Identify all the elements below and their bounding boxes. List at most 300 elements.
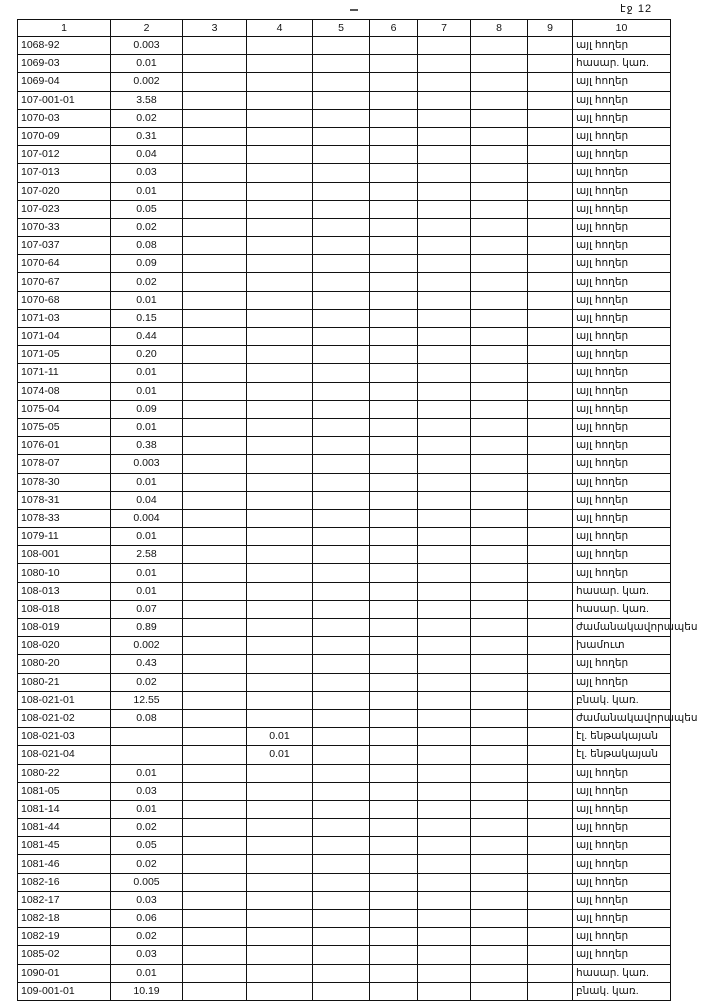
column-7-cell: [418, 291, 471, 309]
table-row: [18, 964, 671, 982]
column-3-cell: [183, 782, 247, 800]
column-6-cell: [370, 928, 418, 946]
parcel-code-cell: 107-001-01: [18, 91, 111, 109]
column-9-cell: [528, 455, 573, 473]
table-row: [18, 709, 671, 727]
column-7-cell: [418, 382, 471, 400]
column-7-cell: [418, 127, 471, 145]
column-6-cell: [370, 55, 418, 73]
column-7-cell: [418, 55, 471, 73]
table-row: [18, 600, 671, 618]
column-4-cell: [247, 655, 313, 673]
column-6-cell: [370, 728, 418, 746]
column-4-cell: [247, 364, 313, 382]
area-cell: 0.04: [111, 491, 183, 509]
column-9-cell: [528, 364, 573, 382]
column-6-cell: [370, 109, 418, 127]
column-9-cell: [528, 473, 573, 491]
table-row: [18, 91, 671, 109]
column-7-cell: [418, 509, 471, 527]
table-row: [18, 982, 671, 1000]
land-type-cell: այլ հողեր: [573, 73, 671, 91]
column-4-cell: [247, 637, 313, 655]
column-header-4: 4: [247, 20, 313, 37]
land-register-table: [17, 19, 698, 1001]
column-6-cell: [370, 309, 418, 327]
column-9-cell: [528, 709, 573, 727]
column-4-cell: [247, 546, 313, 564]
column-7-cell: [418, 946, 471, 964]
area-cell: 0.01: [111, 55, 183, 73]
column-6-cell: [370, 964, 418, 982]
column-6-cell: [370, 637, 418, 655]
column-7-cell: [418, 600, 471, 618]
area-cell: 2.58: [111, 546, 183, 564]
column-3-cell: [183, 400, 247, 418]
column-8-cell: [471, 564, 528, 582]
land-type-cell: այլ հողեր: [573, 200, 671, 218]
area-cell: 0.38: [111, 437, 183, 455]
column-8-cell: [471, 655, 528, 673]
column-4-cell: [247, 491, 313, 509]
column-3-cell: [183, 855, 247, 873]
column-7-cell: [418, 619, 471, 637]
column-3-cell: [183, 509, 247, 527]
table-row: [18, 764, 671, 782]
land-type-cell: այլ հողեր: [573, 782, 671, 800]
parcel-code-cell: 1082-16: [18, 873, 111, 891]
area-cell: 0.02: [111, 673, 183, 691]
table-row: [18, 146, 671, 164]
column-4-cell: [247, 400, 313, 418]
column-5-cell: [313, 55, 370, 73]
land-type-cell: այլ հողեր: [573, 455, 671, 473]
column-5-cell: [313, 782, 370, 800]
table-row: [18, 946, 671, 964]
column-8-cell: [471, 855, 528, 873]
table-row: [18, 782, 671, 800]
column-3-cell: [183, 73, 247, 91]
column-7-cell: [418, 400, 471, 418]
column-6-cell: [370, 782, 418, 800]
column-8-cell: [471, 218, 528, 236]
area-cell: 0.01: [111, 582, 183, 600]
column-7-cell: [418, 182, 471, 200]
column-3-cell: [183, 637, 247, 655]
land-type-cell: այլ հողեր: [573, 946, 671, 964]
column-9-cell: [528, 37, 573, 55]
table-row: [18, 891, 671, 909]
column-header-6: 6: [370, 20, 418, 37]
column-3-cell: [183, 528, 247, 546]
column-9-cell: [528, 546, 573, 564]
parcel-code-cell: 108-013: [18, 582, 111, 600]
parcel-code-cell: 1070-68: [18, 291, 111, 309]
column-6-cell: [370, 655, 418, 673]
column-3-cell: [183, 600, 247, 618]
column-8-cell: [471, 964, 528, 982]
column-4-cell: [247, 764, 313, 782]
column-9-cell: [528, 273, 573, 291]
area-cell: 0.08: [111, 237, 183, 255]
column-5-cell: [313, 709, 370, 727]
column-6-cell: [370, 619, 418, 637]
land-type-cell: էլ. ենթակայան: [573, 728, 671, 746]
area-cell: 0.002: [111, 73, 183, 91]
area-cell: 0.01: [111, 564, 183, 582]
column-5-cell: [313, 564, 370, 582]
parcel-code-cell: 1079-11: [18, 528, 111, 546]
column-9-cell: [528, 109, 573, 127]
column-9-cell: [528, 91, 573, 109]
column-6-cell: [370, 764, 418, 782]
column-8-cell: [471, 673, 528, 691]
column-5-cell: [313, 291, 370, 309]
column-5-cell: [313, 255, 370, 273]
column-3-cell: [183, 273, 247, 291]
column-5-cell: [313, 37, 370, 55]
parcel-code-cell: 1070-03: [18, 109, 111, 127]
column-8-cell: [471, 910, 528, 928]
column-8-cell: [471, 37, 528, 55]
column-header-8: 8: [471, 20, 528, 37]
column-7-cell: [418, 309, 471, 327]
column-4-cell: [247, 928, 313, 946]
column-5-cell: [313, 873, 370, 891]
column-5-cell: [313, 509, 370, 527]
area-cell: [111, 728, 183, 746]
column-6-cell: [370, 546, 418, 564]
column-9-cell: [528, 819, 573, 837]
parcel-code-cell: 1070-67: [18, 273, 111, 291]
column-5-cell: [313, 382, 370, 400]
column-6-cell: [370, 382, 418, 400]
table-row: [18, 164, 671, 182]
column-7-cell: [418, 564, 471, 582]
table-row: [18, 637, 671, 655]
table-row: [18, 691, 671, 709]
column-4-cell: [247, 982, 313, 1000]
column-8-cell: [471, 182, 528, 200]
column-4-cell: [247, 182, 313, 200]
column-8-cell: [471, 364, 528, 382]
column-3-cell: [183, 946, 247, 964]
column-5-cell: [313, 819, 370, 837]
column-5-cell: [313, 164, 370, 182]
column-3-cell: [183, 37, 247, 55]
column-3-cell: [183, 55, 247, 73]
column-6-cell: [370, 819, 418, 837]
column-5-cell: [313, 200, 370, 218]
column-header-10: 10: [573, 20, 671, 37]
column-9-cell: [528, 127, 573, 145]
table-row: [18, 73, 671, 91]
column-4-cell: [247, 782, 313, 800]
column-5-cell: [313, 218, 370, 236]
column-5-cell: [313, 982, 370, 1000]
parcel-code-cell: 1071-05: [18, 346, 111, 364]
column-8-cell: [471, 819, 528, 837]
table-row: [18, 182, 671, 200]
column-9-cell: [528, 346, 573, 364]
column-4-cell: [247, 528, 313, 546]
area-cell: 0.02: [111, 819, 183, 837]
column-7-cell: [418, 673, 471, 691]
table-row: [18, 200, 671, 218]
column-3-cell: [183, 218, 247, 236]
column-4-cell: [247, 328, 313, 346]
column-8-cell: [471, 691, 528, 709]
column-5-cell: [313, 655, 370, 673]
column-9-cell: [528, 600, 573, 618]
column-4-cell: 0.01: [247, 746, 313, 764]
column-4-cell: [247, 200, 313, 218]
land-type-cell: հասար. կառ.: [573, 582, 671, 600]
parcel-code-cell: 1081-45: [18, 837, 111, 855]
column-9-cell: [528, 800, 573, 818]
column-8-cell: [471, 418, 528, 436]
land-type-cell: էլ. ենթակայան: [573, 746, 671, 764]
column-6-cell: [370, 127, 418, 145]
column-3-cell: [183, 418, 247, 436]
column-8-cell: [471, 946, 528, 964]
area-cell: 0.09: [111, 400, 183, 418]
column-9-cell: [528, 73, 573, 91]
table-row: [18, 819, 671, 837]
column-4-cell: [247, 891, 313, 909]
column-8-cell: [471, 982, 528, 1000]
land-type-cell: այլ հողեր: [573, 273, 671, 291]
land-type-cell: այլ հողեր: [573, 309, 671, 327]
column-8-cell: [471, 309, 528, 327]
land-type-cell: այլ հողեր: [573, 764, 671, 782]
table-row: [18, 673, 671, 691]
column-8-cell: [471, 400, 528, 418]
table-row: [18, 418, 671, 436]
area-cell: 0.002: [111, 637, 183, 655]
column-8-cell: [471, 546, 528, 564]
area-cell: 0.07: [111, 600, 183, 618]
column-8-cell: [471, 437, 528, 455]
area-cell: 0.01: [111, 800, 183, 818]
parcel-code-cell: 109-001-01: [18, 982, 111, 1000]
column-6-cell: [370, 237, 418, 255]
column-3-cell: [183, 491, 247, 509]
column-3-cell: [183, 182, 247, 200]
table-row: [18, 37, 671, 55]
column-9-cell: [528, 291, 573, 309]
column-4-cell: [247, 509, 313, 527]
column-3-cell: [183, 364, 247, 382]
column-5-cell: [313, 346, 370, 364]
column-7-cell: [418, 782, 471, 800]
land-type-cell: այլ հողեր: [573, 855, 671, 873]
parcel-code-cell: 1070-64: [18, 255, 111, 273]
area-cell: 0.43: [111, 655, 183, 673]
column-5-cell: [313, 455, 370, 473]
column-3-cell: [183, 473, 247, 491]
column-4-cell: [247, 800, 313, 818]
parcel-code-cell: 107-012: [18, 146, 111, 164]
column-4-cell: [247, 473, 313, 491]
column-9-cell: [528, 182, 573, 200]
area-cell: 0.44: [111, 328, 183, 346]
area-cell: 0.01: [111, 473, 183, 491]
column-9-cell: [528, 309, 573, 327]
scan-mark: [350, 9, 358, 11]
parcel-code-cell: 1076-01: [18, 437, 111, 455]
column-5-cell: [313, 691, 370, 709]
column-9-cell: [528, 509, 573, 527]
land-type-cell: այլ հողեր: [573, 473, 671, 491]
column-8-cell: [471, 55, 528, 73]
table-row: [18, 582, 671, 600]
column-3-cell: [183, 964, 247, 982]
column-6-cell: [370, 418, 418, 436]
area-cell: 0.31: [111, 127, 183, 145]
column-5-cell: [313, 273, 370, 291]
table-row: [18, 400, 671, 418]
header-row: [18, 20, 671, 37]
column-9-cell: [528, 964, 573, 982]
column-9-cell: [528, 619, 573, 637]
parcel-code-cell: 1082-18: [18, 910, 111, 928]
column-3-cell: [183, 655, 247, 673]
column-6-cell: [370, 982, 418, 1000]
column-6-cell: [370, 473, 418, 491]
parcel-code-cell: 108-020: [18, 637, 111, 655]
column-header-7: 7: [418, 20, 471, 37]
column-5-cell: [313, 910, 370, 928]
column-5-cell: [313, 364, 370, 382]
column-5-cell: [313, 528, 370, 546]
column-4-cell: [247, 273, 313, 291]
area-cell: 0.05: [111, 837, 183, 855]
land-type-cell: այլ հողեր: [573, 655, 671, 673]
column-header-2: 2: [111, 20, 183, 37]
land-type-cell: բնակ. կառ.: [573, 982, 671, 1000]
area-cell: 0.06: [111, 910, 183, 928]
land-type-cell: այլ հողեր: [573, 182, 671, 200]
column-7-cell: [418, 218, 471, 236]
column-4-cell: [247, 946, 313, 964]
parcel-code-cell: 107-013: [18, 164, 111, 182]
column-5-cell: [313, 800, 370, 818]
column-6-cell: [370, 328, 418, 346]
column-3-cell: [183, 455, 247, 473]
column-8-cell: [471, 164, 528, 182]
area-cell: 0.02: [111, 273, 183, 291]
column-4-cell: [247, 255, 313, 273]
column-5-cell: [313, 855, 370, 873]
column-8-cell: [471, 473, 528, 491]
column-6-cell: [370, 910, 418, 928]
parcel-code-cell: 1078-07: [18, 455, 111, 473]
column-5-cell: [313, 237, 370, 255]
column-5-cell: [313, 127, 370, 145]
column-9-cell: [528, 400, 573, 418]
column-5-cell: [313, 491, 370, 509]
column-5-cell: [313, 546, 370, 564]
column-4-cell: [247, 218, 313, 236]
page-number-label: էջ 12: [620, 3, 653, 15]
area-cell: 0.004: [111, 509, 183, 527]
table-row: [18, 455, 671, 473]
column-7-cell: [418, 73, 471, 91]
column-3-cell: [183, 146, 247, 164]
area-cell: 10.19: [111, 982, 183, 1000]
land-type-cell: այլ հողեր: [573, 255, 671, 273]
column-7-cell: [418, 928, 471, 946]
parcel-code-cell: 107-023: [18, 200, 111, 218]
column-3-cell: [183, 546, 247, 564]
column-9-cell: [528, 891, 573, 909]
column-8-cell: [471, 637, 528, 655]
column-7-cell: [418, 746, 471, 764]
area-cell: 0.01: [111, 364, 183, 382]
column-8-cell: [471, 873, 528, 891]
land-type-cell: այլ հողեր: [573, 928, 671, 946]
column-8-cell: [471, 509, 528, 527]
table-row: [18, 309, 671, 327]
area-cell: 0.05: [111, 200, 183, 218]
column-7-cell: [418, 146, 471, 164]
column-7-cell: [418, 655, 471, 673]
table-row: [18, 473, 671, 491]
column-4-cell: [247, 964, 313, 982]
column-6-cell: [370, 255, 418, 273]
column-6-cell: [370, 273, 418, 291]
area-cell: 0.003: [111, 455, 183, 473]
column-4-cell: [247, 600, 313, 618]
column-4-cell: [247, 382, 313, 400]
column-4-cell: [247, 873, 313, 891]
land-type-cell: այլ հողեր: [573, 819, 671, 837]
column-5-cell: [313, 928, 370, 946]
table-row: [18, 619, 671, 637]
parcel-code-cell: 107-020: [18, 182, 111, 200]
table-row: [18, 382, 671, 400]
column-6-cell: [370, 528, 418, 546]
column-5-cell: [313, 309, 370, 327]
column-4-cell: [247, 309, 313, 327]
column-4-cell: [247, 73, 313, 91]
column-4-cell: [247, 109, 313, 127]
column-4-cell: [247, 146, 313, 164]
parcel-code-cell: 107-037: [18, 237, 111, 255]
column-8-cell: [471, 291, 528, 309]
column-9-cell: [528, 637, 573, 655]
parcel-code-cell: 108-021-01: [18, 691, 111, 709]
column-6-cell: [370, 364, 418, 382]
land-type-cell: խամուտ: [573, 637, 671, 655]
column-9-cell: [528, 491, 573, 509]
column-7-cell: [418, 237, 471, 255]
table-row: [18, 928, 671, 946]
column-4-cell: [247, 837, 313, 855]
land-type-cell: այլ հողեր: [573, 37, 671, 55]
column-5-cell: [313, 673, 370, 691]
parcel-code-cell: 1069-04: [18, 73, 111, 91]
column-9-cell: [528, 528, 573, 546]
column-5-cell: [313, 619, 370, 637]
column-6-cell: [370, 400, 418, 418]
column-4-cell: [247, 582, 313, 600]
column-6-cell: [370, 455, 418, 473]
column-3-cell: [183, 891, 247, 909]
column-3-cell: [183, 910, 247, 928]
column-8-cell: [471, 600, 528, 618]
